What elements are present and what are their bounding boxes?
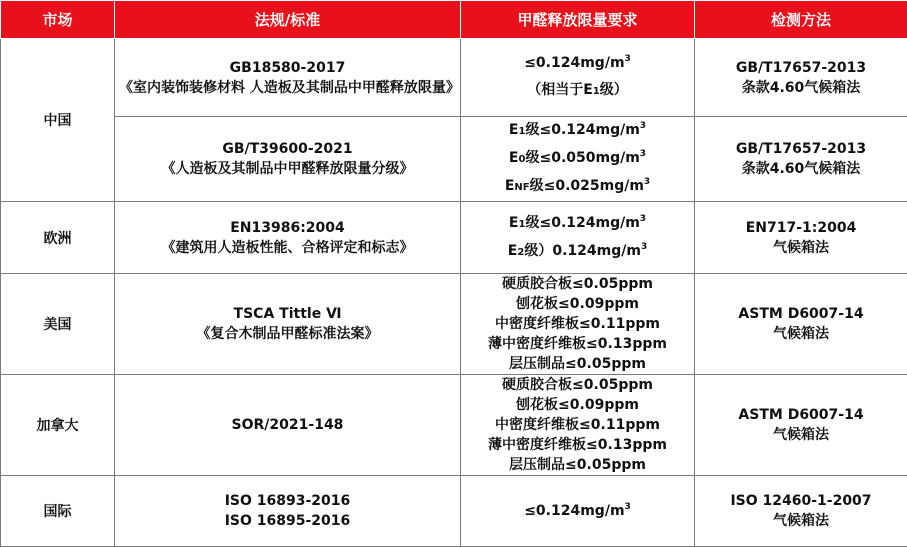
requirement-line: E0级$\le 0.050mg/m^3$ [465,145,690,173]
method-cell [695,274,907,375]
method-code: EN717-1:2004 [699,218,903,238]
method-name: 气候箱法 [699,425,903,445]
header-regulation: 法规/标准 [115,1,461,39]
table-row [1,202,907,274]
regulation-cell [115,476,461,547]
regulation-code: EN13986:2004 [119,218,456,238]
table-row [1,375,907,476]
method-cell [695,117,907,202]
regulation-title: 《建筑用人造板性能、合格评定和标志》 [119,238,456,258]
method-code: ASTM D6007-14 [699,405,903,425]
regulation-title: 《复合木制品甲醛标准法案》 [119,324,456,344]
requirement-line: 中密度纤维板≤0.11ppm [465,415,690,435]
market-cell-international: 国际 [1,476,115,547]
requirement-line: 刨花板≤0.09ppm [465,395,690,415]
requirement-line: 薄中密度纤维板≤0.13ppm [465,435,690,455]
regulation-code: ISO 16895-2016 [119,511,456,531]
method-name: 条款4.60气候箱法 [699,78,903,98]
table-row [1,117,907,202]
requirement-cell [461,476,695,547]
market-cell-canada: 加拿大 [1,375,115,476]
header-requirement: 甲醛释放限量要求 [461,1,695,39]
method-cell [695,202,907,274]
requirement-cell [461,375,695,476]
table-header-row [1,1,907,39]
regulation-cell [115,375,461,476]
regulation-cell [115,274,461,375]
requirement-cell [461,117,695,202]
market-cell-china: 中国 [1,39,115,202]
regulation-code: SOR/2021-148 [119,415,456,435]
requirement-line: E1级$\le 0.124mg/m^3$ [465,210,690,238]
regulation-cell [115,117,461,202]
method-code: ASTM D6007-14 [699,304,903,324]
requirement-cell [461,202,695,274]
market-cell-usa: 美国 [1,274,115,375]
regulation-title: 《人造板及其制品中甲醛释放限量分级》 [119,159,456,179]
regulation-cell [115,39,461,117]
requirement-line: $\le 0.124mg/m^3$ [465,50,690,77]
method-name: 气候箱法 [699,324,903,344]
regulation-code: ISO 16893-2016 [119,491,456,511]
table-row [1,476,907,547]
requirement-line: 层压制品≤0.05ppm [465,455,690,475]
regulation-cell [115,202,461,274]
requirement-line: 层压制品≤0.05ppm [465,354,690,374]
requirement-line: E2级）$0.124mg/m^3$ [465,238,690,266]
regulation-code: GB18580-2017 [119,58,456,78]
method-cell [695,39,907,117]
requirement-line: 硬质胶合板≤0.05ppm [465,375,690,395]
method-code: ISO 12460-1-2007 [699,491,903,511]
requirement-line: （相当于E1级） [465,77,690,105]
regulation-code: GB/T39600-2021 [119,139,456,159]
requirement-line: 中密度纤维板≤0.11ppm [465,314,690,334]
method-code: GB/T17657-2013 [699,58,903,78]
requirement-line: 薄中密度纤维板≤0.13ppm [465,334,690,354]
header-market: 市场 [1,1,115,39]
regulation-title: 《室内装饰装修材料 人造板及其制品中甲醛释放限量》 [119,78,456,98]
market-cell-europe: 欧洲 [1,202,115,274]
requirement-line: $\le 0.124mg/m^3$ [465,498,690,525]
method-cell [695,476,907,547]
requirement-line: 刨花板≤0.09ppm [465,294,690,314]
requirement-cell [461,39,695,117]
header-method: 检测方法 [695,1,907,39]
method-code: GB/T17657-2013 [699,139,903,159]
requirement-cell [461,274,695,375]
requirement-line: E1级$\le 0.124mg/m^3$ [465,117,690,145]
method-name: 气候箱法 [699,511,903,531]
method-cell [695,375,907,476]
table-row [1,274,907,375]
table-row [1,39,907,117]
regulation-code: TSCA Tittle Ⅵ [119,304,456,324]
requirement-line: 硬质胶合板≤0.05ppm [465,274,690,294]
method-name: 气候箱法 [699,238,903,258]
method-name: 条款4.60气候箱法 [699,159,903,179]
requirement-line: ENF级$\le 0.025mg/m^3$ [465,173,690,201]
